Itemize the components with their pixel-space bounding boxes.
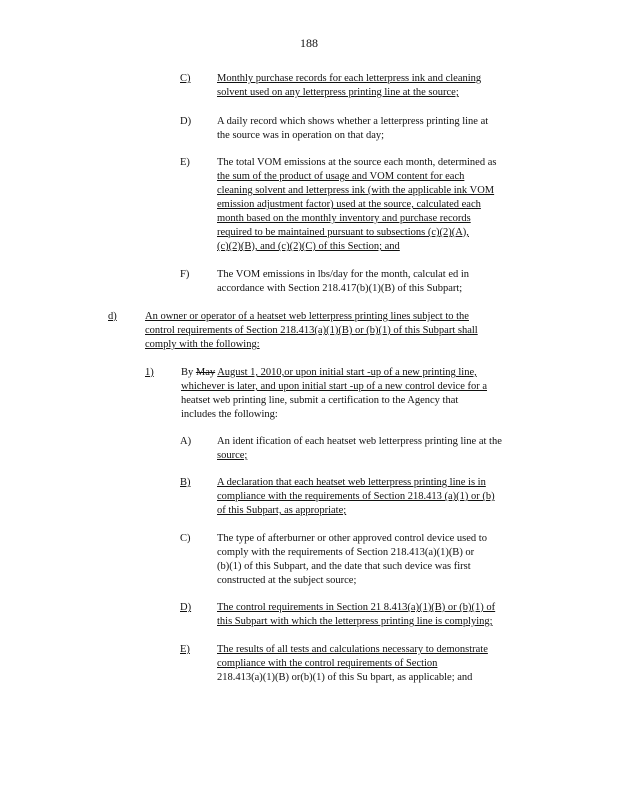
item-d2-label: D) bbox=[180, 602, 192, 613]
item-1-text bbox=[181, 366, 541, 422]
item-f-text bbox=[217, 268, 535, 296]
text-line: (b)(1) of this Subpart, and the date that such device was first bbox=[217, 561, 471, 572]
text-line: emission adjustment factor) used at the source, calculated each bbox=[217, 199, 481, 210]
text-line: constructed at the subject source; bbox=[217, 575, 357, 586]
text-line: A daily record which shows whether a letterpress printing line at bbox=[217, 116, 489, 127]
item-e-text bbox=[217, 156, 542, 254]
text-line: solvent used on any letterpress printing line at the source; bbox=[217, 87, 459, 98]
item-c-label: C) bbox=[180, 73, 191, 84]
item-d-text bbox=[217, 115, 535, 143]
item-1-label: 1) bbox=[145, 367, 154, 378]
item-c2-label: C) bbox=[180, 533, 191, 544]
text-line: comply with the requirements of Section 218.413(a)(1)(B) or bbox=[217, 547, 475, 558]
text-line: the source was in operation on that day; bbox=[217, 130, 385, 141]
text-line: 218.413(a)(1)(B) or(b)(1) of this Su bpart, as applicable; and bbox=[217, 672, 473, 683]
subsection-d-label: d) bbox=[108, 311, 117, 322]
item-f-label: F) bbox=[180, 269, 190, 280]
text-line: compliance with the control requirements of Section bbox=[217, 658, 438, 669]
text-line: The results of all tests and calculations necessary to demonstrate bbox=[217, 644, 488, 655]
text-line: comply with the following: bbox=[145, 339, 260, 350]
text-line: The VOM emissions in lbs/day for the month, calculat ed in bbox=[217, 269, 470, 280]
item-a-label: A) bbox=[180, 436, 192, 447]
text-line: Monthly purchase records for each letterpress ink and cleaning bbox=[217, 73, 482, 84]
item-e-label: E) bbox=[180, 157, 190, 168]
item-c-text bbox=[217, 72, 525, 100]
text-line: The total VOM emissions at the source each month, determined as bbox=[217, 157, 497, 168]
text-line: compliance with the requirements of Section 218.413 (a)(1) or (b) bbox=[217, 491, 495, 502]
text-line: required to be maintained pursuant to subsections (c)(2)(A), bbox=[217, 227, 469, 238]
text-line: An owner or operator of a heatset web letterpress printing lines subject to the bbox=[145, 311, 469, 322]
text-line: A declaration that each heatset web letterpress printing line is in bbox=[217, 477, 486, 488]
text-line: control requirements of Section 218.413(a)(1)(B) or (b)(1) of this Subpart shall bbox=[145, 325, 478, 336]
item-d2-text bbox=[217, 601, 542, 629]
page-number: 188 bbox=[300, 36, 318, 50]
text-line: The type of afterburner or other approved control device used to bbox=[217, 533, 487, 544]
item-c2-text bbox=[217, 532, 535, 588]
inserted-text: August 1, 2010,or upon initial start -up of a new printing line, bbox=[217, 367, 477, 378]
text-line: An ident ification of each heatset web letterpress printing line at the bbox=[217, 436, 502, 447]
item-a-text bbox=[217, 435, 542, 463]
text-line: the sum of the product of usage and VOM content for each bbox=[217, 171, 465, 182]
text-line: accordance with Section 218.417(b)(1)(B) of this Subpart; bbox=[217, 283, 463, 294]
text-line: month based on the monthly inventory and purchase records bbox=[217, 213, 471, 224]
subsection-d-text bbox=[145, 310, 540, 352]
item-d-label: D) bbox=[180, 116, 192, 127]
text-line: cleaning solvent and letterpress ink (with the applicable ink VOM bbox=[217, 185, 495, 196]
text-line: this Subpart with which the letterpress printing line is complying; bbox=[217, 616, 493, 627]
text-line: heatset web printing line, submit a certification to the Agency that bbox=[181, 395, 459, 406]
text-line: whichever is later, and upon initial start -up of a new control device for a bbox=[181, 381, 488, 392]
item-e2-text bbox=[217, 643, 535, 685]
item-e2-label: E) bbox=[180, 644, 190, 655]
text-line: source; bbox=[217, 450, 248, 461]
text-line: of this Subpart, as appropriate; bbox=[217, 505, 347, 516]
text-line: (c)(2)(B), and (c)(2)(C) of this Section; and bbox=[217, 241, 400, 252]
text-line bbox=[181, 366, 541, 380]
text-line: includes the following: bbox=[181, 409, 278, 420]
text-line: The control requirements in Section 21 8.413(a)(1)(B) or (b)(1) of bbox=[217, 602, 496, 613]
deleted-text: May bbox=[195, 367, 216, 378]
item-b-text bbox=[217, 476, 542, 518]
text-prefix: By bbox=[181, 367, 194, 378]
item-b-label: B) bbox=[180, 477, 191, 488]
